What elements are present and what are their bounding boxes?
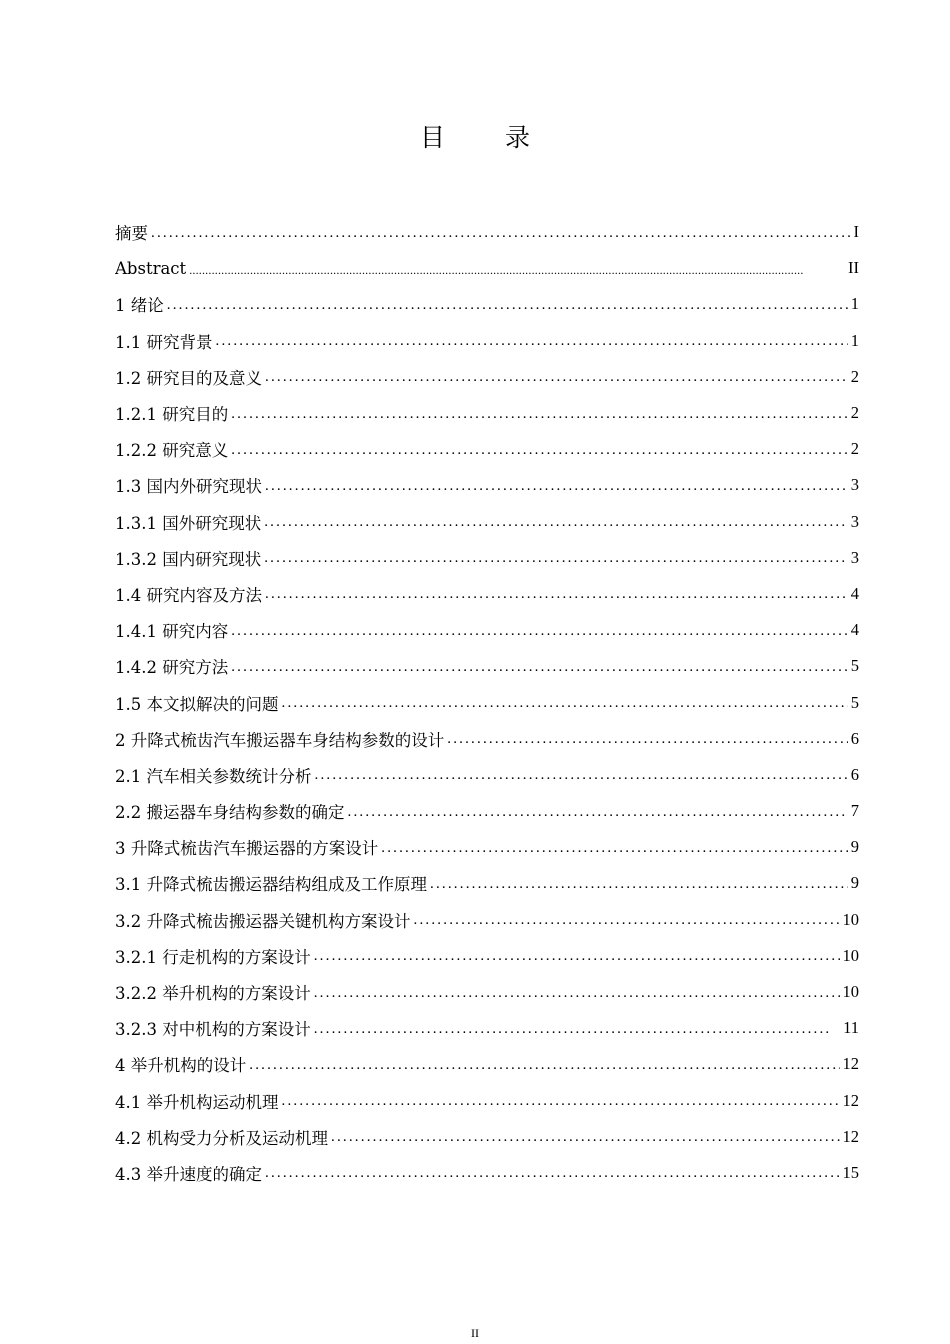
toc-entry-label: 1.1 研究背景 — [115, 332, 213, 352]
toc-entry-page: II — [848, 258, 859, 278]
toc-entry[interactable] — [115, 504, 859, 540]
toc-entry-label: 2.1 汽车相关参数统计分析 — [115, 766, 312, 786]
toc-leader-dots — [189, 260, 834, 276]
toc-entry[interactable] — [115, 721, 859, 757]
toc-entry-page: 1 — [850, 330, 859, 350]
toc-leader-dots — [231, 622, 848, 639]
toc-entry-page: 1 — [850, 294, 859, 314]
toc-entry-label: 3.2.1 行走机构的方案设计 — [115, 947, 311, 967]
toc-entry-label: 4.1 举升机构运动机理 — [115, 1092, 279, 1112]
toc-entry[interactable] — [115, 1155, 859, 1191]
toc-leader-dots — [265, 1164, 840, 1181]
toc-leader-dots — [216, 332, 848, 349]
toc-entry[interactable] — [115, 757, 859, 793]
toc-leader-dots — [231, 441, 848, 458]
toc-entry-label: 4.2 机构受力分析及运动机理 — [115, 1128, 328, 1148]
toc-entry-page: 10 — [842, 909, 859, 929]
toc-entry-label: 1.4.2 研究方法 — [115, 658, 229, 678]
toc-entry-label: 1.5 本文拟解决的问题 — [115, 694, 279, 714]
toc-leader-dots — [264, 513, 848, 530]
toc-entry-page: 3 — [850, 547, 859, 567]
toc-leader-dots — [265, 368, 848, 385]
toc-entry-page: 15 — [842, 1162, 859, 1182]
toc-leader-dots — [414, 911, 840, 928]
toc-entry[interactable] — [115, 1010, 859, 1046]
toc-entry-label: 1.2 研究目的及意义 — [115, 368, 262, 388]
toc-entry-page: 2 — [850, 366, 859, 386]
toc-entry-label: 1.3.2 国内研究现状 — [115, 549, 262, 569]
toc-entry[interactable] — [115, 576, 859, 612]
toc-entry[interactable] — [115, 1083, 859, 1119]
toc-entry[interactable] — [115, 648, 859, 684]
toc-entry-page: 4 — [850, 583, 859, 603]
toc-entry-page: 4 — [850, 620, 859, 640]
toc-entry-label: 1.4 研究内容及方法 — [115, 585, 262, 605]
toc-entry-label: 1.3.1 国外研究现状 — [115, 513, 262, 533]
toc-entry[interactable] — [115, 540, 859, 576]
toc-leader-dots — [314, 947, 840, 964]
toc-entry-page: 12 — [842, 1090, 859, 1110]
table-of-contents — [115, 214, 859, 1191]
toc-entry-abstract-cn[interactable] — [115, 214, 859, 250]
toc-entry-label: 2 升降式梳齿汽车搬运器车身结构参数的设计 — [115, 730, 445, 750]
toc-leader-dots — [231, 658, 848, 675]
toc-entry[interactable] — [115, 829, 859, 865]
toc-leader-dots — [282, 694, 848, 711]
toc-entry-page: 3 — [850, 511, 859, 531]
toc-entry-page: 3 — [850, 475, 859, 495]
toc-entry-label: 1 绪论 — [115, 296, 164, 316]
toc-entry-page: 5 — [850, 692, 859, 712]
toc-entry-label: 1.2.2 研究意义 — [115, 441, 229, 461]
toc-entry-label: 4.3 举升速度的确定 — [115, 1164, 262, 1184]
toc-entry[interactable] — [115, 793, 859, 829]
toc-leader-dots — [381, 839, 848, 856]
toc-leader-dots — [314, 984, 840, 1001]
toc-entry-page: 5 — [850, 656, 859, 676]
toc-entry-page: I — [853, 222, 859, 242]
toc-leader-dots — [430, 875, 848, 892]
toc-entry-label: 摘要 — [115, 224, 148, 244]
toc-entry-page: 2 — [850, 403, 859, 423]
toc-entry-page: 9 — [850, 837, 859, 857]
toc-leader-dots — [282, 1092, 840, 1109]
toc-entry-page: 12 — [842, 1054, 859, 1074]
toc-entry-label: 2.2 搬运器车身结构参数的确定 — [115, 803, 345, 823]
toc-entry[interactable] — [115, 612, 859, 648]
toc-entry-page: 7 — [850, 801, 859, 821]
toc-leader-dots — [348, 803, 848, 820]
toc-entry-page: 9 — [850, 873, 859, 893]
toc-entry-abstract-en[interactable] — [115, 250, 859, 286]
toc-entry-page: 10 — [842, 982, 859, 1002]
toc-entry[interactable] — [115, 395, 859, 431]
toc-leader-dots — [265, 477, 848, 494]
toc-leader-dots — [331, 1128, 840, 1145]
toc-leader-dots — [315, 766, 848, 783]
page-title: 目 录 — [420, 123, 556, 152]
toc-entry-label: 3.2.3 对中机构的方案设计 — [115, 1020, 311, 1040]
toc-leader-dots — [264, 549, 848, 566]
toc-leader-dots — [447, 730, 848, 747]
toc-entry[interactable] — [115, 902, 859, 938]
toc-entry-label: 3.1 升降式梳齿搬运器结构组成及工作原理 — [115, 875, 427, 895]
toc-entry-label: 1.3 国内外研究现状 — [115, 477, 262, 497]
toc-entry-page: 6 — [850, 728, 859, 748]
toc-entry[interactable] — [115, 865, 859, 901]
toc-entry-label: 3 升降式梳齿汽车搬运器的方案设计 — [115, 839, 379, 859]
toc-leader-dots — [231, 405, 848, 422]
toc-entry[interactable] — [115, 974, 859, 1010]
toc-entry[interactable] — [115, 938, 859, 974]
toc-leader-dots — [167, 296, 848, 313]
toc-entry-label: Abstract — [115, 258, 187, 278]
toc-entry[interactable] — [115, 431, 859, 467]
toc-entry-page: 11 — [843, 1018, 859, 1038]
toc-leader-dots — [314, 1020, 829, 1037]
toc-entry-page: 12 — [842, 1126, 859, 1146]
toc-leader-dots — [151, 224, 851, 241]
toc-entry[interactable] — [115, 1119, 859, 1155]
toc-leader-dots — [249, 1056, 839, 1073]
toc-entry-page: 6 — [850, 764, 859, 784]
toc-entry-label: 1.4.1 研究内容 — [115, 622, 229, 642]
toc-entry[interactable] — [115, 323, 859, 359]
toc-entry[interactable] — [115, 359, 859, 395]
toc-entry[interactable] — [115, 467, 859, 503]
toc-entry[interactable] — [115, 684, 859, 720]
toc-entry-label: 4 举升机构的设计 — [115, 1056, 247, 1076]
toc-leader-dots — [265, 585, 848, 602]
toc-entry-page: 10 — [842, 945, 859, 965]
toc-entry[interactable] — [115, 286, 859, 322]
toc-entry-label: 3.2 升降式梳齿搬运器关键机构方案设计 — [115, 911, 411, 931]
toc-entry-label: 3.2.2 举升机构的方案设计 — [115, 984, 311, 1004]
toc-entry[interactable] — [115, 1046, 859, 1082]
toc-entry-label: 1.2.1 研究目的 — [115, 405, 229, 425]
toc-entry-page: 2 — [850, 439, 859, 459]
page-number: II — [471, 1326, 479, 1340]
